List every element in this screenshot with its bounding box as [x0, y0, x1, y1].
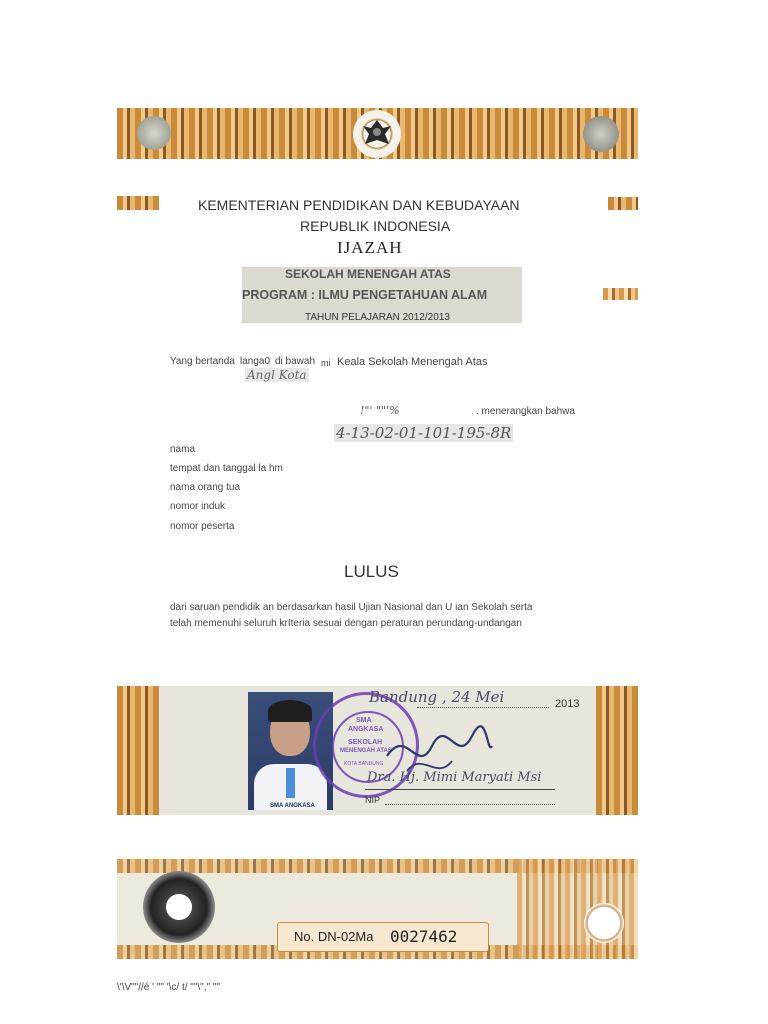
left-ornament-snippet — [117, 196, 159, 210]
footer-garble-text: \'\V""//é ' "" '\c/ t/ ""\"," "" — [117, 982, 220, 993]
photo-caption: SMA ANGKASA — [270, 803, 315, 809]
stamp-text-5: KOTA BANDUNG — [344, 761, 384, 767]
bottom-right-medallion — [584, 903, 624, 943]
field-participant-no: nomor peserta — [170, 521, 235, 532]
stamp-text-4: MENENGAH ATAS — [340, 748, 392, 754]
signer-underline — [365, 789, 555, 790]
nip-label: NIP — [365, 795, 381, 805]
right-border-ornament — [596, 686, 638, 815]
school-banner — [242, 267, 522, 323]
signature-band — [117, 686, 638, 815]
stamp-text-1: SMA — [356, 717, 372, 724]
program-name: PROGRAM : ILMU PENGETAHUAN ALAM — [242, 288, 488, 302]
left-border-ornament — [117, 686, 159, 815]
statement-suffix: Keala Sekolah Menengah Atas — [337, 356, 488, 368]
right-ornament-snippet-2 — [603, 288, 638, 300]
bottom-band — [117, 859, 638, 959]
statement-prefix: Yang bertanda — [170, 356, 235, 367]
stamp-text-2: ANGKASA — [348, 726, 384, 733]
photo-tie — [286, 768, 295, 798]
statement-mi: mi — [321, 358, 331, 368]
serial-label: No. DN-02Ma — [294, 929, 374, 944]
stamp-text-3: SEKOLAH — [348, 739, 383, 746]
garuda-emblem-icon — [353, 110, 401, 158]
ministry-title: KEMENTERIAN PENDIDIKAN DAN KEBUDAYAAN — [198, 197, 520, 213]
statement-mid2: di bawah — [275, 356, 316, 367]
nip-dotted-line — [385, 804, 555, 805]
republic-title: REPUBLIK INDONESIA — [300, 218, 451, 234]
field-nama: nama — [170, 444, 196, 455]
field-parent: nama orang tua — [170, 482, 241, 493]
top-ornament-band — [117, 108, 638, 159]
photo-hair — [268, 700, 312, 722]
serial-number: 0027462 — [390, 927, 458, 946]
academic-year: TAHUN PELAJARAN 2012/2013 — [305, 312, 450, 323]
school-name: SEKOLAH MENENGAH ATAS — [285, 267, 451, 281]
date-dotted-line — [417, 707, 549, 708]
menerangkan-text: . menerangkan bahwa — [476, 406, 575, 417]
signer-name: Dra. Hj. Mimi Maryati Msi — [367, 770, 542, 785]
statement-mid: langa0 — [240, 356, 271, 367]
field-birth: tempat dan tanggal la hm — [170, 463, 283, 474]
field-student-id: nomor induk — [170, 501, 226, 512]
bottom-right-swirl — [517, 859, 638, 959]
right-ornament-snippet — [608, 197, 638, 210]
number-garble: !"' ""'% — [360, 404, 400, 417]
document-title: IJAZAH — [337, 238, 403, 257]
handwritten-number: 4-13-02-01-101-195-8R — [336, 424, 512, 442]
closing-line-1: dari saruan pendidik an berdasarkan hasil Ujian Nasional dan U ian Sekolah serta — [170, 602, 533, 613]
handwritten-city: Angl Kota — [247, 368, 307, 382]
place-date: Bandung , 24 Mei — [369, 688, 505, 706]
ministry-seal-icon — [143, 871, 215, 943]
date-year: 2013 — [555, 698, 580, 710]
left-medallion — [137, 116, 171, 150]
serial-number-box — [277, 922, 489, 952]
result-lulus: LULUS — [344, 562, 399, 581]
closing-line-2: telah memenuhi seluruh krIteria sesuai dengan peraturan perundang-undangan — [170, 618, 522, 629]
right-medallion — [583, 116, 619, 152]
